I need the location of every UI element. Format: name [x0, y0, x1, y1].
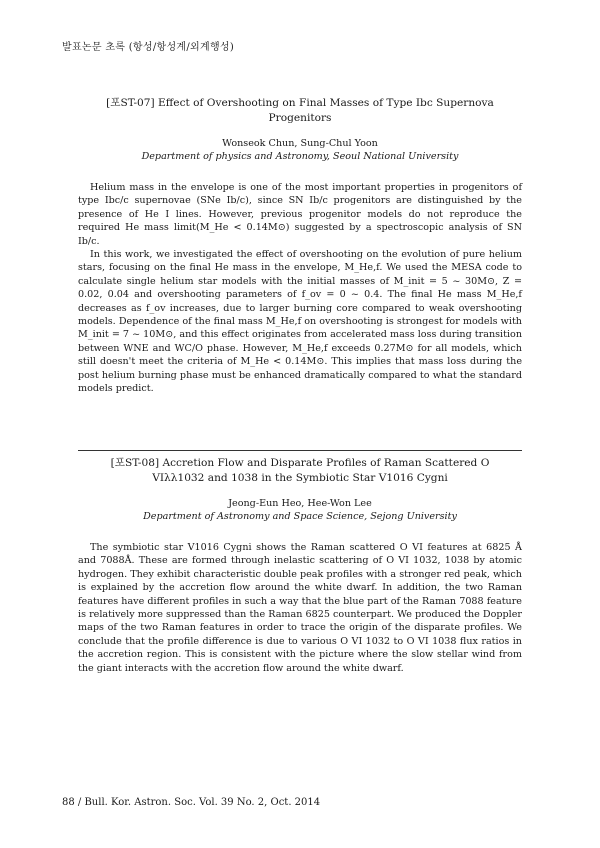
abstract-authors: Jeong-Eun Heo, Hee-Won Lee: [228, 498, 372, 509]
section-header: 발표논문 초록 (항성/항성계/외계행성): [62, 42, 235, 53]
page-footer: 88 / Bull. Kor. Astron. Soc. Vol. 39 No. 2, Oct. 2014: [62, 797, 321, 808]
abstract-title-line2: Progenitors: [268, 112, 332, 124]
abstract-title-line2: VIλλ1032 and 1038 in the Symbiotic Star V1016 Cygni: [152, 472, 448, 484]
abstract-title-line1: [포ST-08] Accretion Flow and Disparate Profiles of Raman Scattered O: [110, 457, 490, 469]
abstract-body: [78, 541, 522, 675]
abstract-body: [78, 181, 522, 396]
section-divider: [78, 450, 522, 451]
abstract-affiliation: Department of physics and Astronomy, Seoul National University: [141, 151, 459, 162]
abstract-paragraph: Helium mass in the envelope is one of the most important properties in progenitors of type Ibc/c supernovae (SNe Ib/c), since SN Ib/c progenitors are distinguished by the presence of He I lines. However, previous progenitor models do not reproduce the required He mass limit(M_He < 0.14M⊙) suggested by a spectroscopic analysis of SN Ib/c.: [78, 182, 522, 247]
abstract-title-line1: [포ST-07] Effect of Overshooting on Final Masses of Type Ibc Supernova: [106, 97, 494, 109]
abstract-paragraph: The symbiotic star V1016 Cygni shows the Raman scattered O VI features at 6825 Å and 7088Å. These are formed through inelastic scattering of O VI 1032, 1038 by atomic hydrogen. They exhibit characteristic double peak profiles with a stronger red peak, which is explained by the accretion flow around the white dwarf. In addition, the two Raman features have different profiles in such a way that the blue part of the Raman 7088 feature is relatively more suppressed than the Raman 6825 counterpart. We produced the Doppler maps of the two Raman features in order to trace the origin of the disparate profiles. We conclude that the profile difference is due to various O VI 1032 to O VI 1038 flux ratios in the accretion region. This is consistent with the picture where the slow stellar wind from the giant interacts with the accretion flow around the white dwarf.: [78, 542, 522, 674]
abstract-authors: Wonseok Chun, Sung-Chul Yoon: [222, 138, 378, 149]
abstract-title: [78, 96, 522, 126]
abstract-st07: [78, 96, 522, 396]
abstract-affiliation: Department of Astronomy and Space Science, Sejong University: [143, 511, 457, 522]
abstract-paragraph: In this work, we investigated the effect of overshooting on the evolution of pure helium stars, focusing on the final He mass in the envelope, M_He,f. We used the MESA code to calculate single helium star models with the initial masses of M_init = 5 ~ 30M⊙, Z = 0.02, 0.04 and overshooting parameters of f_ov = 0 ~ 0.4. The final He mass M_He,f decreases as f_ov increases, due to larger burning core compared to weak overshooting models. Dependence of the final mass M_He,f on overshooting is strongest for models with M_init = 7 ~ 10M⊙, and this effect originates from accelerated mass loss during transition between WNE and WC/O phase. However, M_He,f exceeds 0.27M⊙ for all models, which still doesn't meet the criteria of M_He < 0.14M⊙. This implies that mass loss during the post helium burning phase must be enhanced dramatically compared to what the standard models predict.: [78, 249, 522, 395]
abstract-st08: [78, 456, 522, 675]
abstract-title: [78, 456, 522, 486]
